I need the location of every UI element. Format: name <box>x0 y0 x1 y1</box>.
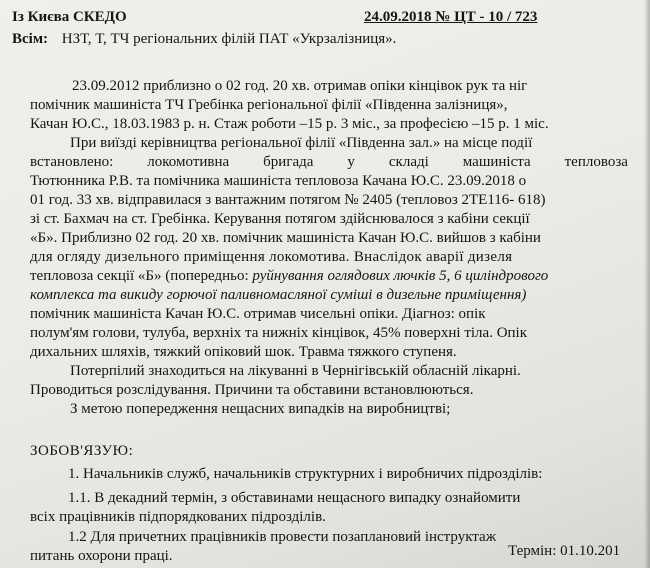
text-line: помічник машиніста ТЧ Гребінка регіональної філії «Південна залізниця», <box>30 97 508 113</box>
word: складі <box>388 154 429 170</box>
text-line-justified <box>30 153 628 171</box>
word: встановлено: <box>30 154 114 170</box>
order-heading: ЗОБОВ'ЯЗУЮ: <box>30 443 134 459</box>
text-segment: тепловоза секції «Б» (попередньо: <box>30 268 253 284</box>
order-item-1-1: 1.1. В декадний термін, з обставинами нещасного випадку ознайомити <box>68 490 521 506</box>
word: машиніста <box>462 154 531 170</box>
word: тепловоза <box>564 154 628 170</box>
order-item-1: 1. Начальників служб, начальників структурних і виробничих підрозділів: <box>68 466 543 482</box>
document-date-number: 24.09.2018 № ЦТ - 10 / 723 <box>364 9 538 25</box>
text-line: Проводиться розслідування. Причини та обставини встановлюються. <box>30 382 474 398</box>
text-line: З метою попередження нещасних випадків на виробництві; <box>70 401 451 417</box>
text-line: помічник машиніста Качан Ю.С. отримав чисельні опіки. Діагноз: опік <box>30 306 486 322</box>
order-item-1-2: 1.2 Для причетних працівників провести позаплановий інструктаж <box>68 529 497 545</box>
recipients <box>12 30 396 48</box>
text-line: Тютюнника Р.В. та помічника машиніста тепловоза Качана Ю.С. 23.09.2018 о <box>30 173 527 189</box>
text-line: для огляду дизельного приміщення локомотива. Внаслідок аварії дизеля <box>30 249 513 265</box>
order-item-1-2-cont: питань охорони праці. <box>30 548 173 564</box>
recipients-value: НЗТ, Т, ТЧ регіональних філій ПАТ «Укрзалізниця». <box>61 31 397 47</box>
deadline: Термін: 01.10.201 <box>508 543 621 559</box>
word: у <box>347 154 355 170</box>
text-line: 23.09.2012 приблизно о 02 год. 20 хв. отримав опіки кінцівок рук та ніг <box>72 78 528 94</box>
order-item-1-1-cont: всіх працівників підпорядкованих підрозділів. <box>30 509 326 525</box>
text-line: «Б». Приблизно 02 год. 20 хв. помічник машиніста Качан Ю.С. вийшов з кабіни <box>30 230 541 246</box>
text-line: полум'ям голови, тулуба, верхніх та нижніх кінцівок, 45% поверхні тіла. Опік <box>30 325 528 341</box>
text-line: Потерпілий знаходиться на лікуванні в Чернігівській обласній лікарні. <box>70 363 521 379</box>
text-line <box>30 267 548 285</box>
text-line-italic: комплекса та викиду горючої паливномасляної суміші в дизельне приміщення) <box>30 287 527 303</box>
text-line: При виїзді керівництва регіональної філії «Південна зал.» на місце події <box>70 135 533 151</box>
text-line: 01 год. 33 хв. відправилася з вантажним потягом № 2405 (тепловоз 2ТЕ116- 618) <box>30 192 546 208</box>
text-line: Качан Ю.С., 18.03.1983 р. н. Стаж роботи –15 р. 3 міс., за професією –15 р. 1 міс. <box>30 116 549 132</box>
text-line: зі ст. Бахмач на ст. Гребінка. Керування потягом здійснювалося з кабіни секції <box>30 211 530 227</box>
page-edge-shadow <box>644 0 650 568</box>
text-segment-italic: руйнування оглядових лючків 5, 6 циліндрового <box>252 268 549 284</box>
recipients-label: Всім: <box>12 31 49 47</box>
word: бригада <box>263 154 314 170</box>
text-line: дихальних шляхів, тяжкий опіковий шок. Травма тяжкого ступеня. <box>30 344 457 360</box>
sender: Із Києва СКЕДО <box>12 9 127 25</box>
word: локомотивна <box>147 154 230 170</box>
